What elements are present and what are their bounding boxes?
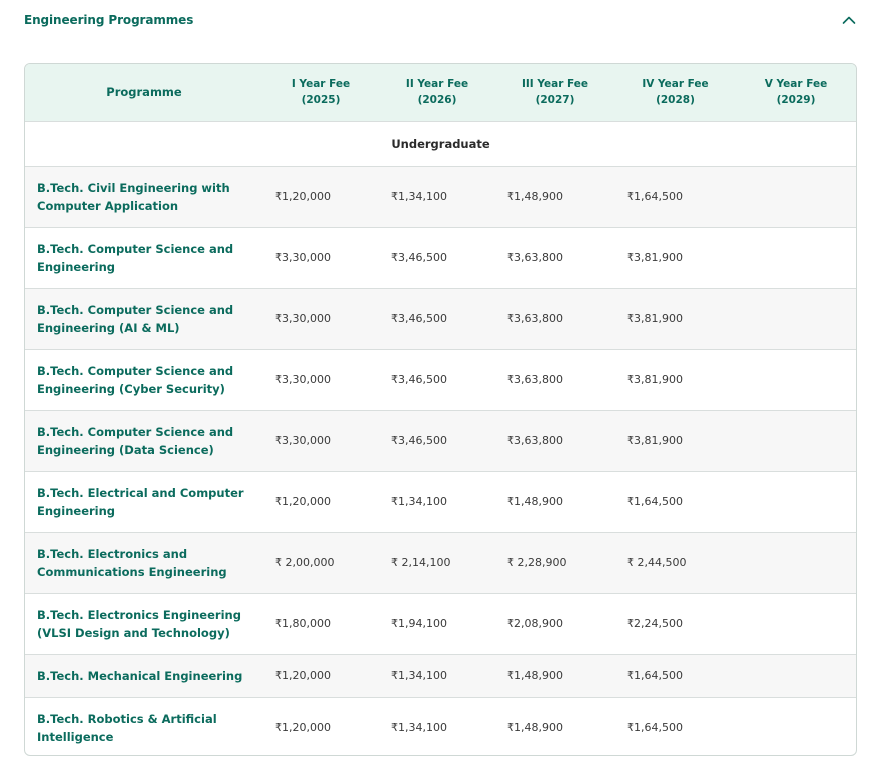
fee-cell-year-4: ₹3,81,900 bbox=[615, 410, 736, 471]
fee-cell-year-5 bbox=[736, 349, 856, 410]
programme-cell bbox=[25, 349, 263, 410]
column-header-label: I Year Fee bbox=[291, 78, 351, 91]
table-header-row bbox=[25, 64, 856, 121]
fee-cell-year-4: ₹1,64,500 bbox=[615, 166, 736, 227]
fee-cell-year-5 bbox=[736, 532, 856, 593]
programme-cell bbox=[25, 227, 263, 288]
fee-cell-year-5 bbox=[736, 593, 856, 654]
fee-cell-year-1: ₹1,20,000 bbox=[263, 166, 379, 227]
column-header-year: (2025) bbox=[301, 94, 341, 107]
programme-link[interactable]: B.Tech. Computer Science and Engineering (Cyber Security) bbox=[37, 363, 234, 396]
fee-cell-year-2: ₹1,94,100 bbox=[379, 593, 495, 654]
fee-cell-year-2: ₹1,34,100 bbox=[391, 721, 447, 734]
fee-cell-year-3: ₹1,48,900 bbox=[495, 471, 615, 532]
column-header-label: V Year Fee bbox=[764, 78, 828, 91]
fee-cell-year-2: ₹ 2,14,100 bbox=[379, 532, 495, 593]
fee-cell-year-2: ₹3,46,500 bbox=[379, 227, 495, 288]
programme-link[interactable]: B.Tech. Electrical and Computer Engineering bbox=[37, 485, 244, 518]
fee-cell-year-2: ₹1,34,100 bbox=[379, 166, 495, 227]
fee-cell-year-1: ₹3,30,000 bbox=[263, 227, 379, 288]
column-header-year-3 bbox=[495, 64, 615, 121]
table-row bbox=[25, 593, 856, 654]
programme-cell bbox=[25, 593, 263, 654]
fee-cell-year-5 bbox=[736, 471, 856, 532]
fee-cell-year-4: ₹1,64,500 bbox=[627, 721, 683, 734]
fee-cell-year-4: ₹3,81,900 bbox=[615, 349, 736, 410]
fee-cell-year-3: ₹3,63,800 bbox=[495, 288, 615, 349]
programme-cell bbox=[25, 654, 263, 697]
programme-cell bbox=[25, 288, 263, 349]
fee-cell-year-5 bbox=[736, 410, 856, 471]
fee-cell-year-3: ₹1,48,900 bbox=[495, 654, 615, 697]
fee-table-container bbox=[24, 63, 857, 756]
programme-link[interactable]: B.Tech. Electronics Engineering (VLSI Design and Technology) bbox=[37, 607, 241, 640]
programme-cell bbox=[25, 532, 263, 593]
table-row bbox=[25, 227, 856, 288]
fee-cell-year-3: ₹ 2,28,900 bbox=[495, 532, 615, 593]
fee-cell-year-3: ₹1,48,900 bbox=[495, 166, 615, 227]
fee-cell-year-3: ₹3,63,800 bbox=[495, 410, 615, 471]
fee-cell-year-5 bbox=[736, 697, 856, 756]
fee-cell-year-4: ₹ 2,44,500 bbox=[615, 532, 736, 593]
table-row bbox=[25, 471, 856, 532]
fee-cell-year-1: ₹3,30,000 bbox=[263, 288, 379, 349]
column-header-year-5 bbox=[736, 64, 856, 121]
column-header-year-2 bbox=[379, 64, 495, 121]
column-header-label: II Year Fee bbox=[405, 78, 469, 91]
column-header-year: (2027) bbox=[535, 94, 575, 107]
programme-link[interactable]: B.Tech. Electronics and Communications Engineering bbox=[37, 546, 227, 579]
fee-cell-year-2: ₹3,46,500 bbox=[379, 288, 495, 349]
column-header-year-1 bbox=[263, 64, 379, 121]
table-row bbox=[25, 166, 856, 227]
fee-cell-year-4: ₹3,81,900 bbox=[615, 227, 736, 288]
fee-cell-year-1: ₹3,30,000 bbox=[263, 349, 379, 410]
fee-cell-year-2: ₹3,46,500 bbox=[379, 410, 495, 471]
column-header-label: Programme bbox=[106, 85, 182, 100]
fee-cell-year-5 bbox=[736, 166, 856, 227]
section-row-undergraduate bbox=[25, 121, 856, 166]
programme-link[interactable]: B.Tech. Computer Science and Engineering (Data Science) bbox=[37, 424, 234, 457]
fee-cell-year-3: ₹3,63,800 bbox=[495, 349, 615, 410]
fee-cell-year-3: ₹2,08,900 bbox=[495, 593, 615, 654]
column-header-programme bbox=[25, 64, 263, 121]
column-header-year-4 bbox=[615, 64, 736, 121]
programme-cell bbox=[25, 471, 263, 532]
chevron-up-icon[interactable] bbox=[841, 12, 857, 28]
section-label: Undergraduate bbox=[25, 121, 856, 166]
fee-cell-year-4: ₹2,24,500 bbox=[615, 593, 736, 654]
table-row bbox=[25, 410, 856, 471]
fee-cell-year-3: ₹1,48,900 bbox=[507, 721, 563, 734]
table-row bbox=[25, 349, 856, 410]
fee-cell-year-5 bbox=[736, 227, 856, 288]
programme-cell bbox=[25, 410, 263, 471]
fee-cell-year-4: ₹3,81,900 bbox=[615, 288, 736, 349]
fee-table bbox=[25, 64, 856, 756]
programme-cell bbox=[25, 166, 263, 227]
fee-cell-year-4: ₹1,64,500 bbox=[615, 471, 736, 532]
programme-link[interactable]: B.Tech. Civil Engineering with Computer Application bbox=[37, 180, 230, 213]
programme-link[interactable]: B.Tech. Robotics & Artificial Intelligence bbox=[37, 711, 217, 744]
fee-cell-year-4: ₹1,64,500 bbox=[615, 654, 736, 697]
table-row bbox=[25, 654, 856, 697]
programme-cell bbox=[25, 697, 263, 756]
column-header-year: (2029) bbox=[776, 94, 816, 107]
programme-link[interactable]: B.Tech. Mechanical Engineering bbox=[37, 668, 243, 683]
fee-cell-year-2: ₹1,34,100 bbox=[379, 471, 495, 532]
fee-cell-year-2: ₹3,46,500 bbox=[379, 349, 495, 410]
fee-cell-year-1: ₹1,20,000 bbox=[263, 471, 379, 532]
fee-cell-year-2: ₹1,34,100 bbox=[379, 654, 495, 697]
fee-cell-year-1: ₹ 2,00,000 bbox=[263, 532, 379, 593]
programme-link[interactable]: B.Tech. Computer Science and Engineering bbox=[37, 241, 234, 274]
column-header-year: (2028) bbox=[656, 94, 695, 107]
fee-cell-year-5 bbox=[736, 288, 856, 349]
accordion-header-engineering[interactable] bbox=[24, 0, 860, 42]
fee-cell-year-3: ₹3,63,800 bbox=[495, 227, 615, 288]
column-header-label: III Year Fee bbox=[521, 78, 589, 91]
programme-link[interactable]: B.Tech. Computer Science and Engineering (AI & ML) bbox=[37, 302, 234, 335]
fee-cell-year-1: ₹1,20,000 bbox=[275, 721, 331, 734]
column-header-label: IV Year Fee bbox=[642, 78, 709, 91]
fee-cell-year-1: ₹1,80,000 bbox=[263, 593, 379, 654]
table-row bbox=[25, 288, 856, 349]
fee-cell-year-5 bbox=[736, 654, 856, 697]
table-row bbox=[25, 697, 856, 756]
accordion-title: Engineering Programmes bbox=[24, 13, 194, 27]
fee-cell-year-1: ₹1,20,000 bbox=[263, 654, 379, 697]
fee-cell-year-1: ₹3,30,000 bbox=[263, 410, 379, 471]
table-row bbox=[25, 532, 856, 593]
column-header-year: (2026) bbox=[417, 94, 457, 107]
